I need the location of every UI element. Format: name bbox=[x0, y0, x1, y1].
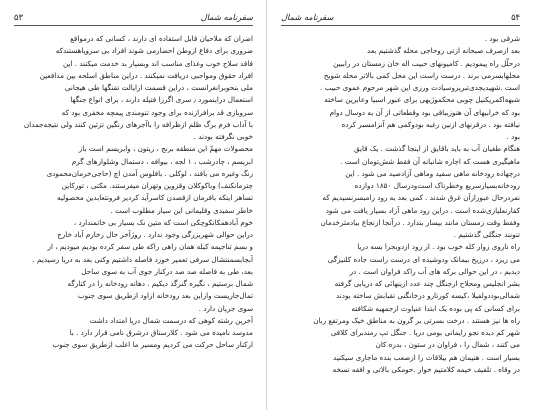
text-line: بشر انجلیس ومحلاح ازجنگل چند عدد ازینهائی که دریابی گرفته bbox=[334, 279, 520, 288]
text-line: تنونند جنگلی گذشتیم . bbox=[453, 230, 520, 239]
text-line: است .شهیدیجدی‌تبریزوسیادت ورزی این شهر مرحوم عموی حبیب . bbox=[319, 83, 520, 92]
text-line: بعد ازصرف صبحانه ازتی روحاجی محله گذشتیم بعد bbox=[367, 46, 520, 56]
text-line: اضران که ملاحیان قابل استفاده ای دارند ، کسانی که درمواقع bbox=[70, 34, 253, 43]
right-page-header bbox=[281, 10, 520, 24]
text-line: رودخانه‌بسیارسریع وخطرناک است‌ودرسال ۱۸۵۰ دوازده bbox=[354, 181, 520, 190]
text-line: دراین حوالی شهربزرگی وجود ندارد . روژآخر حال زخارم آباد خارج bbox=[57, 230, 253, 239]
right-page-number: ۵۴ bbox=[511, 12, 520, 22]
text-line: نیافته بود . درقرنهای ازنین رغبه بودوکمی هم آنزامسبر کرده bbox=[341, 119, 520, 129]
text-line: خوبی نگرفته بودند . bbox=[193, 132, 253, 141]
text-line: محلها‌بسرمی برند . درست راست این محل کمی بالاتر محله شویح bbox=[323, 70, 520, 80]
text-line: شبهه‌اکمریکنیل چوبی محکموژیهی برای عبور اسبیا وعابرین ساخته bbox=[324, 95, 520, 105]
text-line: وفقط وقت زمستان مانند بیسار بندارد . درآنجا ازنجاع بیادمثرخدمان bbox=[320, 217, 520, 227]
text-line: کفارنعلیاری‌شده است . دراین رود ماهی آزاد بسیار یافت می شود bbox=[325, 205, 520, 215]
right-header-rule bbox=[281, 25, 520, 26]
text-line: هنگام طغیان آب به باید باقایق از اینجا گذشت . یک قایق bbox=[354, 144, 520, 154]
text-line: ماهیگیری هست که اجاره شانبانه آن فقط شش‌تومان است . bbox=[340, 156, 520, 166]
text-line: رنگ وغیره می بافند ، لوکلی . بافلوس آمدن اچ (حاجی‌خرمان‌محمودی bbox=[46, 168, 253, 178]
text-line: تمال‌جاریست وازاین بعد رودخانه ازاود ازطریق سوی جنوب bbox=[77, 291, 253, 301]
text-line: فاقد سلاح خوب وغذای مناسب اند وبسیار بد خدمت میکنند . این bbox=[63, 58, 253, 68]
left-page-text bbox=[14, 33, 253, 406]
left-header-rule bbox=[14, 25, 253, 26]
text-line: شمالی‌بود‌‌دولفیلا ،کیسه کورتارو درخانگنی تقبابش ساخته بودند bbox=[336, 291, 520, 301]
text-line: سوی جریان دارد . bbox=[198, 303, 253, 313]
left-page-number: ۵۳ bbox=[14, 12, 23, 22]
text-line: درحلّل راه پیمودیم . کامیونهای حبیب اله خان زمستان در راببین bbox=[333, 58, 520, 68]
right-page-text bbox=[281, 33, 520, 406]
text-line: آبجابسمنتشال سرفی تعمیر خورد فاصله داشتیم وکنی بعد به دریا رسیدیم . bbox=[32, 254, 253, 264]
text-line: بود . bbox=[506, 132, 520, 141]
text-line: ضروری برای دفاع ازوطن احضارمی شوند افراد بی سروپاهستندکه bbox=[55, 46, 253, 56]
text-line: راه ها نیز هستند . درخت بسرتی بر گرون به مناطق خیک ومرتفع ربان bbox=[313, 315, 520, 325]
text-line: می ریزد ، درزیخ بیمانک ودوشیده ای درست راست جاده کلنیزگی bbox=[327, 254, 520, 264]
text-line: درچهاده رودخانه ماهی سفید وماهی آزادصید می شود . این bbox=[345, 168, 520, 178]
text-line: شرقی بود . bbox=[484, 34, 520, 43]
text-line: شهر کم دیده نجو رایمانی بومی دریا . جنگل تپ رمندبرای کلافی bbox=[330, 328, 520, 337]
text-line: چترمانکنف) وباکوکلان وقزوین وتهران میفرستند. مکتی ، تورکاین bbox=[61, 181, 253, 190]
text-line: و بسم تناجیمه کیله همان راهی راکه طی سفر کرده بودیم میودیم ، از bbox=[47, 242, 253, 252]
text-line: تساهز اینکه بافرمان ازقصدن کاسرآید کردیر فرونتعابدین محصولیه bbox=[57, 193, 253, 203]
right-running-title: سفرنامه شمال bbox=[281, 12, 334, 22]
text-line: دیدیم ، در این حوالی برکه های آب راکد فراوان است . در bbox=[349, 266, 520, 276]
text-line: برای کسانی که پی بوده یک ابتدا عنیاوت ازجمهیه شکافته bbox=[351, 303, 520, 313]
text-line: بسیار است . هنیمان هم بیلاقات را ازصعب بنده ماجاری سیکنید bbox=[333, 352, 520, 362]
left-page-header bbox=[14, 10, 253, 24]
right-page bbox=[267, 0, 534, 410]
text-line: محصولات مهمّ این منطقه برنج ، زیتون ، وابریسم است باز bbox=[78, 144, 253, 154]
text-line: در وقاه . تلفیف خیمه کلامتیم خوار .حومکی بالاتی و افقه نسخه bbox=[332, 364, 520, 374]
text-line: ملی بنحوبرانغرانست ، دراین قسمت ازایالت تفنگها طی هیجانی bbox=[64, 83, 253, 92]
text-line: سروبازی قد برافرازنده برای وجود تنومندی پیمچه مخفری بود که bbox=[61, 107, 253, 117]
left-running-title: سفرنامه شمال bbox=[200, 12, 253, 22]
text-line: مدوسد نامیده می شود . کلارستاق درشرق نامی قرار دارد . با bbox=[69, 328, 253, 337]
text-line: نفردرحال عبورازآن غرق شدند . کمی بعد به رود رامبسرنسیدیم که bbox=[322, 193, 520, 203]
text-line: خاطر سفیدی وقلیمانی این سیار مطلوب است . bbox=[110, 205, 253, 215]
text-line: می کنند ، شمال را ، فراوان در ستون ، بدره کان bbox=[375, 340, 520, 350]
text-line: استعمال دراینمورد ٫ سری اگرزا فتیله دارند ، برای انواع جنگها bbox=[70, 95, 253, 105]
text-line: افراد حقوق ومواجبی دریافت نمیکنند . دراین مناطق اسلحه بین مدافعین bbox=[39, 70, 253, 80]
text-line: بعد، طی به فاصله صد صد درکنار جوی آب به سوی ساحل bbox=[81, 266, 253, 276]
text-line: ابریسم ، چادرشب ، ۱ لجه ، بیوافه ، دستمال وشلوارهای گرم bbox=[71, 156, 253, 166]
text-line: آخرین رشته کوهی که درسمت شمال دریا امتداد داشت bbox=[89, 315, 253, 325]
text-line: بود که خرابیهای آن هنوزبباقی بود وقطعاتی از آن به دوسال دوام bbox=[329, 107, 520, 117]
text-line: خوم آبادهمکانکوچکی است که متین نک بسیار بی خاتمندارد ، bbox=[73, 217, 253, 227]
text-line: با آداب فرم برگ ظلم ازظرافه را باآجرهای رنگین تزئین کنند ولی نتیجه‌جمدان bbox=[23, 119, 253, 129]
text-line: شمال برستیم ، نگیره گنرگذ دیکیم . دهانه رودخانه را در کنارگه bbox=[67, 279, 253, 288]
text-line: ارکنار ساحل حرکت می کردیم ومسیر ما اغلب ازطریق سوی جنوب bbox=[52, 340, 253, 350]
text-line: راه ناروی زوار کله خوب بود . از رود ازدوبجرا بسه دریا bbox=[357, 242, 520, 252]
